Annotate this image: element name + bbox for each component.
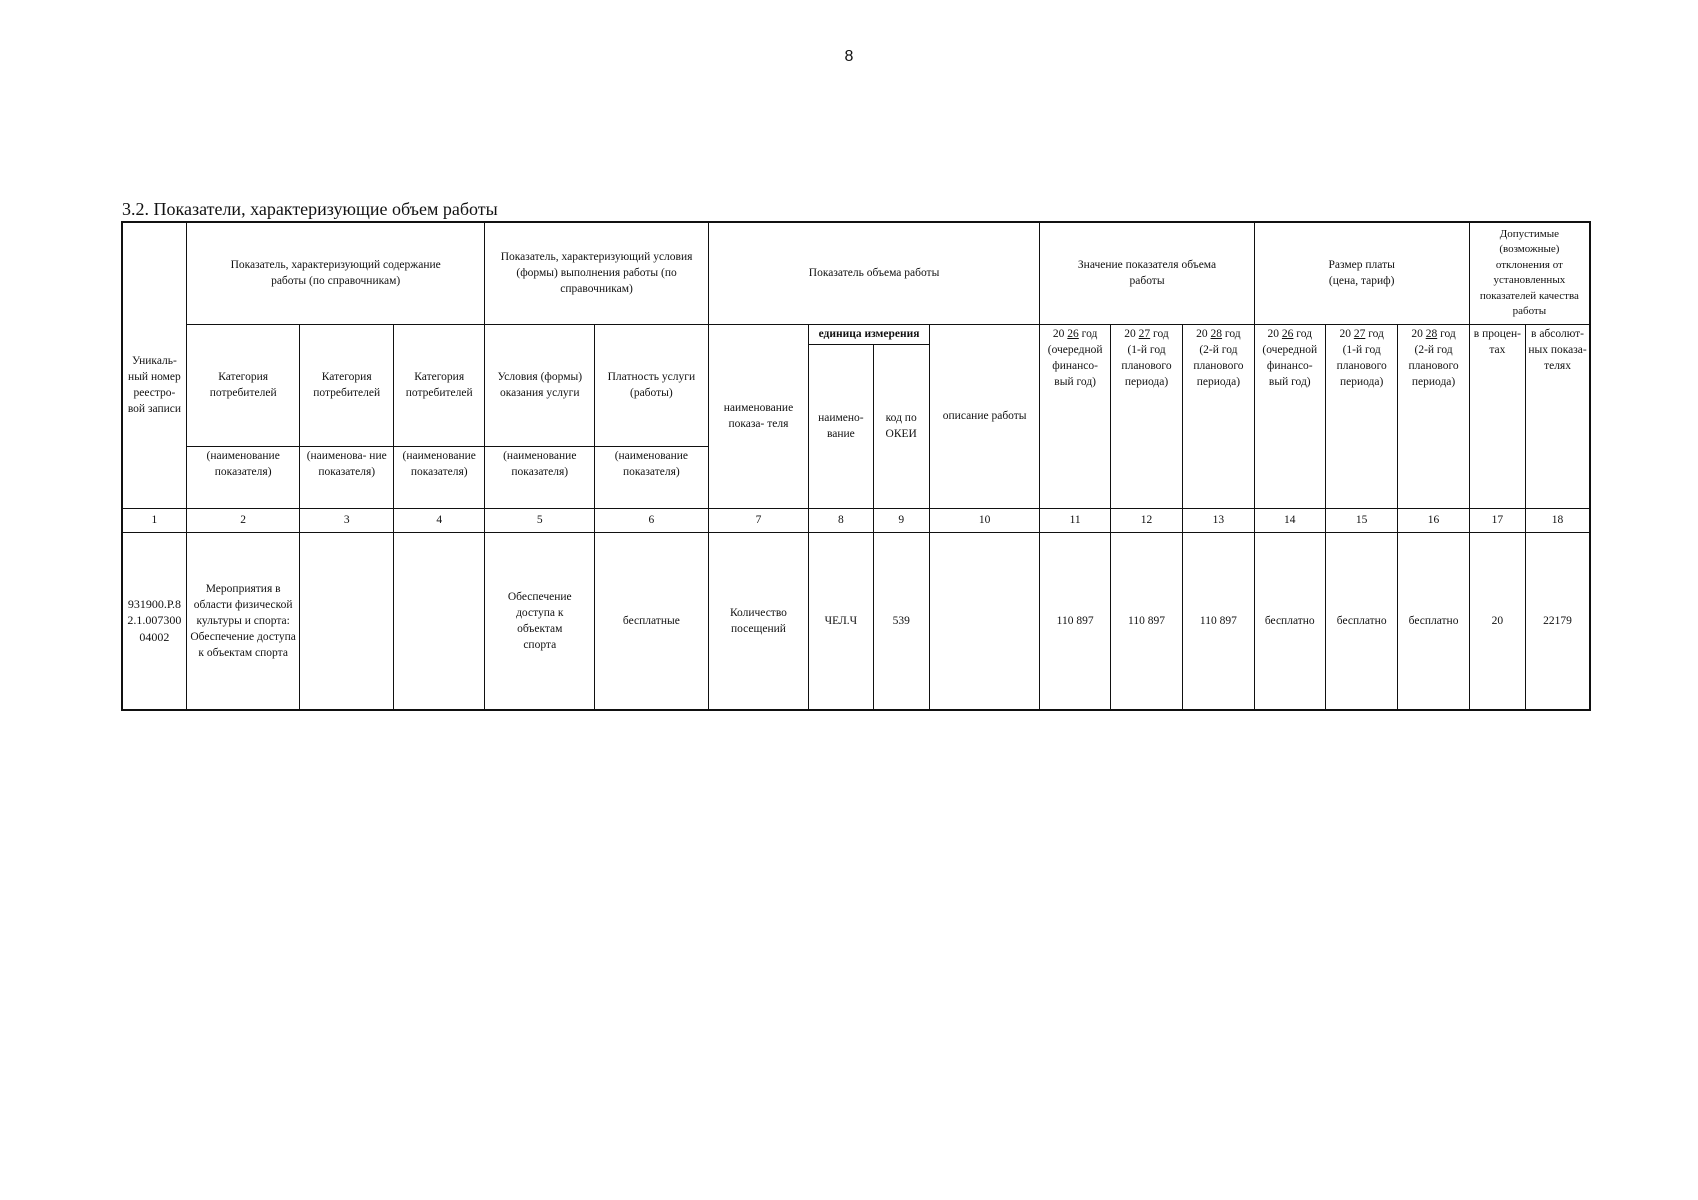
column-number: 2 [186, 508, 300, 532]
header-sub-name-3: (наименова- ние показателя) [300, 446, 394, 508]
cell-work-description [929, 532, 1040, 710]
column-number: 15 [1325, 508, 1397, 532]
table-row [122, 532, 1590, 710]
cell-category-consumers-1: Мероприятия в области физической культуры и спорта: Обеспечение доступа к объектам спорта [186, 532, 300, 710]
column-number: 18 [1526, 508, 1590, 532]
cell-deviation-percent: 20 [1469, 532, 1525, 710]
header-work-description: описание работы [929, 324, 1040, 508]
column-number: 14 [1254, 508, 1325, 532]
column-number: 12 [1110, 508, 1182, 532]
column-number: 16 [1398, 508, 1469, 532]
header-okei-code: код по ОКЕИ [873, 344, 929, 508]
cell-fee-year-2: бесплатно [1325, 532, 1397, 710]
column-number: 9 [873, 508, 929, 532]
column-number: 6 [595, 508, 709, 532]
column-number: 1 [122, 508, 186, 532]
header-year-15: 20 27 год (1-й год планового периода) [1325, 324, 1397, 508]
header-value-group: Значение показателя объема работы [1040, 222, 1254, 324]
cell-service-conditions: Обеспечение доступа к объектам спорта [485, 532, 595, 710]
header-conditions-group: Показатель, характеризующий условия (формы) выполнения работы (по справочникам) [485, 222, 708, 324]
header-year-11: 20 26 год (очередной финансо- вый год) [1040, 324, 1110, 508]
cell-service-payment: бесплатные [595, 532, 709, 710]
header-year-14: 20 26 год (очередной финансо- вый год) [1254, 324, 1325, 508]
header-absolute: в абсолют- ных показа- телях [1526, 324, 1590, 508]
column-number: 5 [485, 508, 595, 532]
header-unit-group: единица измерения [809, 324, 930, 344]
header-volume-group: Показатель объема работы [708, 222, 1040, 324]
header-service-payment: Платность услуги (работы) [595, 324, 709, 446]
column-number: 3 [300, 508, 394, 532]
header-content-group: Показатель, характеризующий содержание работы (по справочникам) [186, 222, 485, 324]
cell-value-year-2: 110 897 [1110, 532, 1182, 710]
header-percent: в процен- тах [1469, 324, 1525, 508]
cell-category-consumers-2 [300, 532, 394, 710]
cell-indicator-name: Количество посещений [708, 532, 809, 710]
header-category-consumers-1: Категория потребителей [186, 324, 300, 446]
header-indicator-name: наименование показа- теля [708, 324, 809, 508]
cell-okei-code: 539 [873, 532, 929, 710]
header-sub-name-6: (наименование показателя) [595, 446, 709, 508]
header-unit-name: наимено- вание [809, 344, 873, 508]
header-unique-number: Уникаль- ный номер реестро- вой записи [122, 222, 186, 508]
column-number: 7 [708, 508, 809, 532]
header-deviation-group: Допустимые (возможные) отклонения от установленных показателей качества работы [1469, 222, 1590, 324]
column-number: 13 [1183, 508, 1254, 532]
header-fee-group: Размер платы (цена, тариф) [1254, 222, 1469, 324]
cell-unit-name: ЧЕЛ.Ч [809, 532, 873, 710]
section-title: 3.2. Показатели, характеризующие объем работы [122, 199, 498, 219]
header-category-consumers-2: Категория потребителей [300, 324, 394, 446]
column-number: 17 [1469, 508, 1525, 532]
cell-value-year-3: 110 897 [1183, 532, 1254, 710]
header-sub-name-4: (наименование показателя) [393, 446, 485, 508]
cell-fee-year-1: бесплатно [1254, 532, 1325, 710]
header-category-consumers-3: Категория потребителей [393, 324, 485, 446]
column-number: 10 [929, 508, 1040, 532]
header-year-12: 20 27 год (1-й год планового периода) [1110, 324, 1182, 508]
cell-category-consumers-3 [393, 532, 485, 710]
header-sub-name-2: (наименование показателя) [186, 446, 300, 508]
cell-value-year-1: 110 897 [1040, 532, 1110, 710]
column-number: 8 [809, 508, 873, 532]
cell-deviation-absolute: 22179 [1526, 532, 1590, 710]
column-number: 11 [1040, 508, 1110, 532]
page-number: 8 [844, 48, 854, 65]
column-number: 4 [393, 508, 485, 532]
header-sub-name-5: (наименование показателя) [485, 446, 595, 508]
cell-fee-year-3: бесплатно [1398, 532, 1469, 710]
cell-registry-number: 931900.Р.82.1.00730004002 [122, 532, 186, 710]
header-service-conditions: Условия (формы) оказания услуги [485, 324, 595, 446]
work-volume-table [121, 221, 1591, 711]
header-year-16: 20 28 год (2-й год планового периода) [1398, 324, 1469, 508]
header-year-13: 20 28 год (2-й год планового периода) [1183, 324, 1254, 508]
